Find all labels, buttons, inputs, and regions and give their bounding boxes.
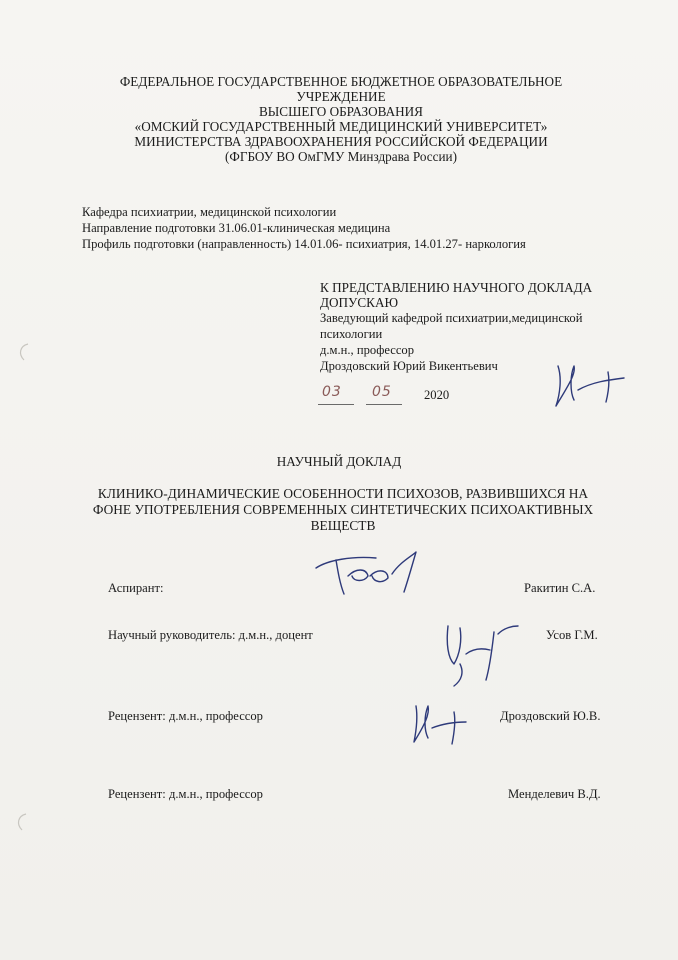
- signatory-role: Аспирант:: [108, 581, 164, 595]
- header-line: МИНИСТЕРСТВА ЗДРАВООХРАНЕНИЯ РОССИЙСКОЙ ФЕДЕРАЦИИ: [134, 134, 548, 149]
- document-title: [70, 486, 616, 534]
- signatory-name: Дроздовский Ю.В.: [500, 709, 601, 723]
- approval-verb: ДОПУСКАЮ: [320, 295, 399, 310]
- aspirant-signature: [308, 546, 428, 602]
- date-underline: [318, 404, 354, 405]
- signatory-row: [0, 709, 678, 729]
- approver-name: Дроздовский Юрий Викентьевич: [320, 359, 498, 373]
- hole-punch-mark: [10, 810, 30, 834]
- approver-degree: д.м.н., профессор: [320, 343, 415, 357]
- program-info: [82, 204, 526, 252]
- header-line: ФЕДЕРАЛЬНОЕ ГОСУДАРСТВЕННОЕ БЮДЖЕТНОЕ ОБРАЗОВАТЕЛЬНОЕ: [119, 74, 563, 89]
- signatory-name: Усов Г.М.: [546, 628, 598, 642]
- header-line: (ФГБОУ ВО ОмГМУ Минздрава России): [225, 149, 457, 164]
- hole-punch-mark: [12, 340, 32, 364]
- direction-line: Направление подготовки 31.06.01-клиническая медицина: [82, 221, 391, 235]
- approval-heading: К ПРЕДСТАВЛЕНИЮ НАУЧНОГО ДОКЛАДА: [320, 280, 593, 295]
- title-line: ВЕЩЕСТВ: [310, 518, 376, 533]
- title-line: КЛИНИКО-ДИНАМИЧЕСКИЕ ОСОБЕННОСТИ ПСИХОЗОВ, РАЗВИВШИХСЯ НА: [97, 486, 589, 501]
- handwritten-day: 03: [322, 384, 342, 400]
- signatory-row: [0, 787, 678, 807]
- institution-header: [60, 74, 622, 164]
- profile-line: Профиль подготовки (направленность) 14.01.06- психиатрия, 14.01.27- наркология: [82, 237, 526, 251]
- header-line: «ОМСКИЙ ГОСУДАРСТВЕННЫЙ МЕДИЦИНСКИЙ УНИВЕРСИТЕТ»: [134, 119, 548, 134]
- approval-year: 2020: [424, 388, 450, 402]
- department-line: Кафедра психиатрии, медицинской психологии: [82, 205, 337, 219]
- approver-position-cont: психологии: [320, 327, 383, 341]
- document-type: НАУЧНЫЙ ДОКЛАД: [276, 454, 402, 469]
- supervisor-signature: [434, 614, 524, 694]
- header-line: УЧРЕЖДЕНИЕ: [296, 89, 386, 104]
- signatory-name: Менделевич В.Д.: [508, 787, 601, 801]
- date-underline: [366, 404, 402, 405]
- signatory-role: Рецензент: д.м.н., профессор: [108, 709, 263, 723]
- signatory-role: Рецензент: д.м.н., профессор: [108, 787, 263, 801]
- reviewer-signature: [404, 694, 484, 752]
- signatory-row: [0, 628, 678, 648]
- title-line: ФОНЕ УПОТРЕБЛЕНИЯ СОВРЕМЕННЫХ СИНТЕТИЧЕСКИХ ПСИХОАКТИВНЫХ: [92, 502, 594, 517]
- approver-position: Заведующий кафедрой психиатрии,медицинской: [320, 311, 583, 325]
- header-line: ВЫСШЕГО ОБРАЗОВАНИЯ: [259, 104, 423, 119]
- handwritten-month: 05: [372, 384, 392, 400]
- head-signature: [548, 356, 658, 416]
- signatory-role: Научный руководитель: д.м.н., доцент: [108, 628, 313, 642]
- signatory-name: Ракитин С.А.: [524, 581, 596, 595]
- approval-date: [318, 384, 518, 410]
